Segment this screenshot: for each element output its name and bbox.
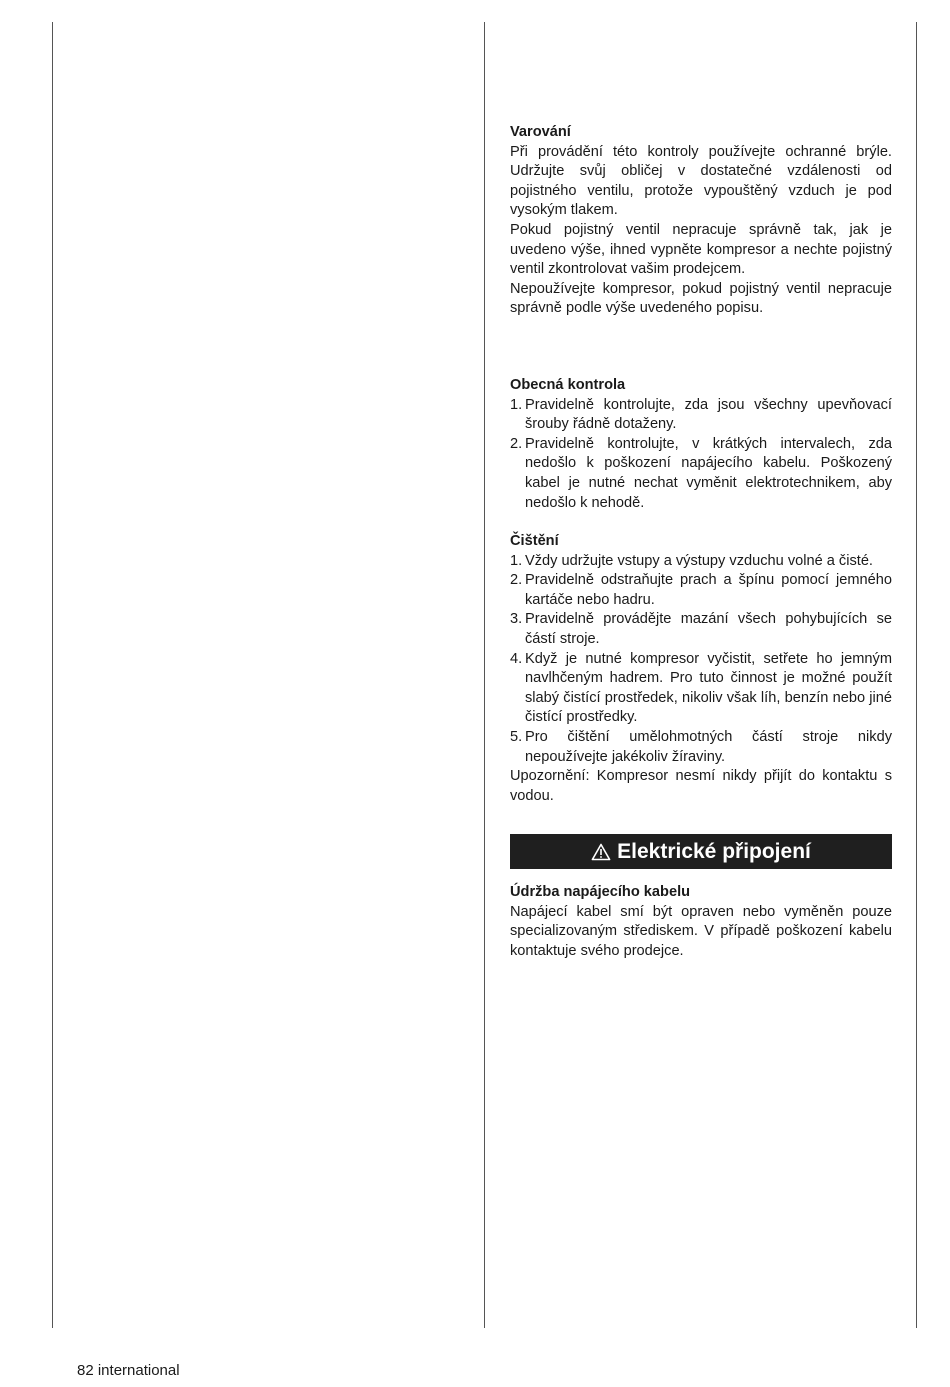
column-divider-rule (484, 22, 485, 1328)
cleaning-heading: Čištění (510, 533, 559, 549)
cleaning-note: Upozornění: Kompresor nesmí nikdy přijít do kontaktu s vodou. (510, 768, 892, 804)
electrical-connection-banner (510, 834, 892, 869)
list-item: 4. Když je nutné kompresor vyčistit, setřete ho jemným navlhčeným hadrem. Pro tuto činnost je možné použít slabý čistící prostředek, nikoliv však líh, benzín nebo jiné čistící prostředky. (510, 650, 892, 726)
page-footer: 82 international (77, 1362, 180, 1379)
list-item: 2. Pravidelně kontrolujte, v krátkých intervalech, zda nedošlo k poškození napájecího kabelu. Poškozený kabel je nutné nechat vyměnit elektrotechnikem, aby nedošlo k nehodě. (510, 435, 892, 511)
warning-paragraph: Při provádění této kontroly používejte ochranné brýle. Udržujte svůj obličej v dostatečné vzdálenosti od pojistného ventilu, protože vypouštěný vzduch je pod vysokým tlakem. (510, 143, 892, 219)
right-margin-rule (916, 22, 917, 1328)
cable-maintenance-text: Napájecí kabel smí být opraven nebo vyměněn pouze specializovaným střediskem. V případě poškození kabelu kontaktuje svého prodejce. (510, 903, 892, 959)
warning-heading: Varování (510, 124, 571, 140)
warning-section (510, 123, 892, 319)
cable-maintenance-section (510, 883, 892, 961)
general-check-list (510, 396, 892, 514)
list-item: 1. Pravidelně kontrolujte, zda jsou všechny upevňovací šrouby řádně dotaženy. (510, 396, 892, 433)
banner-title: Elektrické připojení (617, 839, 811, 863)
cable-maintenance-heading: Údržba napájecího kabelu (510, 884, 691, 900)
cleaning-section (510, 532, 892, 806)
left-margin-rule (52, 22, 53, 1328)
general-check-section (510, 376, 892, 513)
list-item: 2. Pravidelně odstraňujte prach a špínu pomocí jemného kartáče nebo hadru. (510, 572, 892, 608)
list-item: 1. Vždy udržujte vstupy a výstupy vzduchu volné a čisté. (510, 552, 873, 569)
list-item: 3. Pravidelně provádějte mazání všech pohybujících se částí stroje. (510, 611, 892, 647)
warning-paragraph: Nepoužívejte kompresor, pokud pojistný ventil nepracuje správně podle výše uvedeného popisu. (510, 280, 892, 317)
warning-paragraph: Pokud pojistný ventil nepracuje správně tak, jak je uvedeno výše, ihned vypněte kompresor a nechte pojistný ventil zkontrolovat vašim prodejcem. (510, 221, 892, 278)
cleaning-list (510, 552, 892, 768)
list-item: 5. Pro čištění umělohmotných částí stroje nikdy nepoužívejte jakékoliv žíraviny. (510, 728, 892, 765)
general-check-heading: Obecná kontrola (510, 377, 626, 393)
warning-triangle-icon (591, 843, 611, 861)
